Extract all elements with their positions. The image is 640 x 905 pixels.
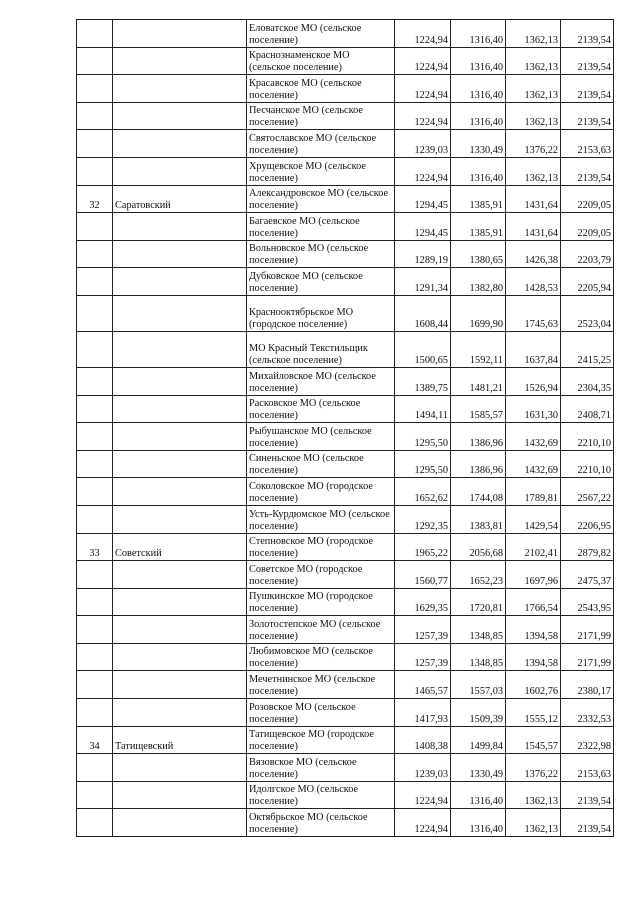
district-cell: [113, 699, 247, 727]
row-number-cell: [77, 505, 113, 533]
value-cell-4: 2523,04: [561, 295, 614, 331]
row-number-cell: [77, 561, 113, 589]
district-cell: [113, 240, 247, 268]
municipality-name-cell: Пушкинское МО (городское поселение): [247, 588, 395, 616]
district-cell: [113, 102, 247, 130]
municipality-name-cell: Михайловское МО (сельское поселение): [247, 367, 395, 395]
value-cell-2: 1383,81: [451, 505, 506, 533]
district-cell: [113, 671, 247, 699]
row-number-cell: [77, 643, 113, 671]
district-cell: [113, 295, 247, 331]
value-cell-3: 1394,58: [506, 643, 561, 671]
district-cell: [113, 561, 247, 589]
value-cell-2: 1330,49: [451, 754, 506, 782]
value-cell-1: 1289,19: [395, 240, 451, 268]
value-cell-1: 1239,03: [395, 130, 451, 158]
value-cell-1: 1560,77: [395, 561, 451, 589]
value-cell-4: 2139,54: [561, 809, 614, 837]
municipality-name-cell: Мечетнинское МО (сельское поселение): [247, 671, 395, 699]
table-row: [77, 47, 614, 75]
district-cell: [113, 395, 247, 423]
municipality-name-cell: Краснооктябрьское МО (городское поселение): [247, 295, 395, 331]
district-cell: [113, 754, 247, 782]
municipality-name-cell: Степновское МО (городское поселение): [247, 533, 395, 561]
municipality-name-cell: Соколовское МО (городское поселение): [247, 478, 395, 506]
value-cell-4: 2332,53: [561, 699, 614, 727]
value-cell-1: 1608,44: [395, 295, 451, 331]
value-cell-2: 1385,91: [451, 213, 506, 241]
row-number-cell: [77, 157, 113, 185]
district-cell: Татищевский: [113, 726, 247, 754]
value-cell-1: 1417,93: [395, 699, 451, 727]
row-number-cell: [77, 671, 113, 699]
table-row: [77, 423, 614, 451]
row-number-cell: [77, 699, 113, 727]
table-row: [77, 561, 614, 589]
value-cell-1: 1408,38: [395, 726, 451, 754]
value-cell-3: 1426,38: [506, 240, 561, 268]
value-cell-3: 1431,64: [506, 213, 561, 241]
table-row: [77, 102, 614, 130]
district-cell: [113, 20, 247, 48]
row-number-cell: [77, 20, 113, 48]
value-cell-4: 2304,35: [561, 367, 614, 395]
table-row: [77, 213, 614, 241]
value-cell-3: 1526,94: [506, 367, 561, 395]
table-row: [77, 809, 614, 837]
value-cell-4: 2171,99: [561, 643, 614, 671]
value-cell-4: 2139,54: [561, 47, 614, 75]
value-cell-1: 1224,94: [395, 75, 451, 103]
table-body: [77, 20, 614, 837]
value-cell-3: 1362,13: [506, 781, 561, 809]
row-number-cell: [77, 295, 113, 331]
table-row: [77, 395, 614, 423]
table-row: [77, 505, 614, 533]
value-cell-1: 1292,35: [395, 505, 451, 533]
value-cell-2: 1744,08: [451, 478, 506, 506]
value-cell-3: 1376,22: [506, 130, 561, 158]
value-cell-4: 2322,98: [561, 726, 614, 754]
municipality-name-cell: Усть-Курдюмское МО (сельское поселение): [247, 505, 395, 533]
value-cell-2: 1509,39: [451, 699, 506, 727]
district-cell: [113, 367, 247, 395]
value-cell-4: 2139,54: [561, 157, 614, 185]
municipality-name-cell: Расковское МО (сельское поселение): [247, 395, 395, 423]
district-cell: [113, 588, 247, 616]
table-row: [77, 367, 614, 395]
value-cell-1: 1389,75: [395, 367, 451, 395]
value-cell-4: 2153,63: [561, 754, 614, 782]
value-cell-3: 1697,96: [506, 561, 561, 589]
district-cell: [113, 331, 247, 367]
value-cell-3: 1362,13: [506, 47, 561, 75]
value-cell-3: 1789,81: [506, 478, 561, 506]
municipality-name-cell: Вязовское МО (сельское поселение): [247, 754, 395, 782]
table-row: [77, 781, 614, 809]
value-cell-2: 1316,40: [451, 20, 506, 48]
value-cell-1: 1295,50: [395, 423, 451, 451]
district-cell: [113, 809, 247, 837]
value-cell-2: 1330,49: [451, 130, 506, 158]
value-cell-3: 1631,30: [506, 395, 561, 423]
value-cell-2: 1316,40: [451, 102, 506, 130]
value-cell-1: 1257,39: [395, 643, 451, 671]
table-row: [77, 240, 614, 268]
value-cell-3: 1362,13: [506, 102, 561, 130]
value-cell-4: 2153,63: [561, 130, 614, 158]
table-row: [77, 295, 614, 331]
row-number-cell: [77, 478, 113, 506]
district-cell: [113, 130, 247, 158]
value-cell-4: 2139,54: [561, 102, 614, 130]
row-number-cell: [77, 213, 113, 241]
value-cell-4: 2209,05: [561, 185, 614, 213]
value-cell-3: 1428,53: [506, 268, 561, 296]
district-cell: Советский: [113, 533, 247, 561]
district-cell: [113, 47, 247, 75]
value-cell-1: 1652,62: [395, 478, 451, 506]
value-cell-1: 1500,65: [395, 331, 451, 367]
row-number-cell: 34: [77, 726, 113, 754]
value-cell-4: 2171,99: [561, 616, 614, 644]
value-cell-2: 1481,21: [451, 367, 506, 395]
value-cell-4: 2210,10: [561, 450, 614, 478]
municipality-name-cell: Синеньское МО (сельское поселение): [247, 450, 395, 478]
row-number-cell: [77, 268, 113, 296]
tariff-table: [76, 19, 614, 837]
municipality-name-cell: Хрущевское МО (сельское поселение): [247, 157, 395, 185]
value-cell-2: 1699,90: [451, 295, 506, 331]
table-row: [77, 185, 614, 213]
value-cell-2: 1499,84: [451, 726, 506, 754]
value-cell-3: 1602,76: [506, 671, 561, 699]
row-number-cell: [77, 130, 113, 158]
value-cell-1: 1239,03: [395, 754, 451, 782]
value-cell-4: 2475,37: [561, 561, 614, 589]
table-row: [77, 331, 614, 367]
row-number-cell: [77, 240, 113, 268]
municipality-name-cell: Александровское МО (сельское поселение): [247, 185, 395, 213]
table-row: [77, 20, 614, 48]
table-row: [77, 754, 614, 782]
value-cell-2: 1386,96: [451, 450, 506, 478]
row-number-cell: 32: [77, 185, 113, 213]
district-cell: [113, 423, 247, 451]
value-cell-4: 2415,25: [561, 331, 614, 367]
municipality-name-cell: Краснознаменское МО (сельское поселение): [247, 47, 395, 75]
value-cell-3: 1431,64: [506, 185, 561, 213]
value-cell-1: 1494,11: [395, 395, 451, 423]
value-cell-4: 2408,71: [561, 395, 614, 423]
value-cell-3: 1745,63: [506, 295, 561, 331]
value-cell-1: 1295,50: [395, 450, 451, 478]
value-cell-2: 1585,57: [451, 395, 506, 423]
municipality-name-cell: Красавское МО (сельское поселение): [247, 75, 395, 103]
municipality-name-cell: Октябрьское МО (сельское поселение): [247, 809, 395, 837]
value-cell-1: 1291,34: [395, 268, 451, 296]
value-cell-4: 2139,54: [561, 781, 614, 809]
value-cell-3: 1362,13: [506, 75, 561, 103]
value-cell-3: 2102,41: [506, 533, 561, 561]
value-cell-4: 2879,82: [561, 533, 614, 561]
value-cell-1: 1224,94: [395, 47, 451, 75]
municipality-name-cell: Дубковское МО (сельское поселение): [247, 268, 395, 296]
row-number-cell: [77, 809, 113, 837]
value-cell-3: 1376,22: [506, 754, 561, 782]
value-cell-2: 1316,40: [451, 157, 506, 185]
municipality-name-cell: Багаевское МО (сельское поселение): [247, 213, 395, 241]
table-row: [77, 450, 614, 478]
municipality-name-cell: Святославское МО (сельское поселение): [247, 130, 395, 158]
district-cell: [113, 75, 247, 103]
table-row: [77, 643, 614, 671]
row-number-cell: [77, 395, 113, 423]
row-number-cell: [77, 450, 113, 478]
district-cell: [113, 781, 247, 809]
value-cell-2: 1316,40: [451, 809, 506, 837]
row-number-cell: [77, 47, 113, 75]
value-cell-3: 1555,12: [506, 699, 561, 727]
value-cell-1: 1224,94: [395, 157, 451, 185]
value-cell-3: 1362,13: [506, 809, 561, 837]
row-number-cell: [77, 75, 113, 103]
district-cell: [113, 505, 247, 533]
table-row: [77, 699, 614, 727]
value-cell-1: 1224,94: [395, 809, 451, 837]
district-cell: Саратовский: [113, 185, 247, 213]
value-cell-3: 1766,54: [506, 588, 561, 616]
row-number-cell: [77, 781, 113, 809]
row-number-cell: [77, 588, 113, 616]
table-row: [77, 588, 614, 616]
district-cell: [113, 213, 247, 241]
value-cell-4: 2380,17: [561, 671, 614, 699]
value-cell-2: 1380,65: [451, 240, 506, 268]
value-cell-2: 1592,11: [451, 331, 506, 367]
value-cell-1: 1965,22: [395, 533, 451, 561]
value-cell-2: 1385,91: [451, 185, 506, 213]
value-cell-4: 2203,79: [561, 240, 614, 268]
table-row: [77, 157, 614, 185]
value-cell-4: 2567,22: [561, 478, 614, 506]
row-number-cell: [77, 616, 113, 644]
district-cell: [113, 268, 247, 296]
row-number-cell: 33: [77, 533, 113, 561]
district-cell: [113, 157, 247, 185]
municipality-name-cell: Идолгское МО (сельское поселение): [247, 781, 395, 809]
municipality-name-cell: МО Красный Текстильщик (сельское поселение): [247, 331, 395, 367]
row-number-cell: [77, 367, 113, 395]
value-cell-2: 1348,85: [451, 643, 506, 671]
value-cell-4: 2209,05: [561, 213, 614, 241]
table-row: [77, 268, 614, 296]
value-cell-3: 1432,69: [506, 450, 561, 478]
district-cell: [113, 450, 247, 478]
municipality-name-cell: Любимовское МО (сельское поселение): [247, 643, 395, 671]
value-cell-3: 1394,58: [506, 616, 561, 644]
value-cell-4: 2139,54: [561, 20, 614, 48]
district-cell: [113, 478, 247, 506]
value-cell-3: 1545,57: [506, 726, 561, 754]
value-cell-4: 2210,10: [561, 423, 614, 451]
row-number-cell: [77, 754, 113, 782]
value-cell-1: 1224,94: [395, 102, 451, 130]
municipality-name-cell: Советское МО (городское поселение): [247, 561, 395, 589]
value-cell-2: 1348,85: [451, 616, 506, 644]
value-cell-1: 1465,57: [395, 671, 451, 699]
value-cell-3: 1637,84: [506, 331, 561, 367]
value-cell-4: 2206,95: [561, 505, 614, 533]
value-cell-2: 1316,40: [451, 47, 506, 75]
table-row: [77, 478, 614, 506]
municipality-name-cell: Розовское МО (сельское поселение): [247, 699, 395, 727]
municipality-name-cell: Песчанское МО (сельское поселение): [247, 102, 395, 130]
value-cell-2: 1557,03: [451, 671, 506, 699]
value-cell-2: 2056,68: [451, 533, 506, 561]
value-cell-1: 1294,45: [395, 185, 451, 213]
municipality-name-cell: Татищевское МО (городское поселение): [247, 726, 395, 754]
table-row: [77, 533, 614, 561]
municipality-name-cell: Еловатское МО (сельское поселение): [247, 20, 395, 48]
value-cell-4: 2205,94: [561, 268, 614, 296]
value-cell-4: 2139,54: [561, 75, 614, 103]
value-cell-2: 1652,23: [451, 561, 506, 589]
value-cell-2: 1382,80: [451, 268, 506, 296]
value-cell-2: 1720,81: [451, 588, 506, 616]
district-cell: [113, 643, 247, 671]
municipality-name-cell: Вольновское МО (сельское поселение): [247, 240, 395, 268]
row-number-cell: [77, 102, 113, 130]
table-row: [77, 130, 614, 158]
value-cell-1: 1294,45: [395, 213, 451, 241]
value-cell-1: 1257,39: [395, 616, 451, 644]
table-row: [77, 75, 614, 103]
value-cell-1: 1224,94: [395, 20, 451, 48]
value-cell-3: 1432,69: [506, 423, 561, 451]
value-cell-4: 2543,95: [561, 588, 614, 616]
table-row: [77, 726, 614, 754]
value-cell-2: 1316,40: [451, 781, 506, 809]
value-cell-3: 1362,13: [506, 20, 561, 48]
row-number-cell: [77, 331, 113, 367]
table-row: [77, 616, 614, 644]
value-cell-2: 1316,40: [451, 75, 506, 103]
value-cell-2: 1386,96: [451, 423, 506, 451]
row-number-cell: [77, 423, 113, 451]
value-cell-1: 1224,94: [395, 781, 451, 809]
municipality-name-cell: Рыбушанское МО (сельское поселение): [247, 423, 395, 451]
table-row: [77, 671, 614, 699]
district-cell: [113, 616, 247, 644]
value-cell-3: 1429,54: [506, 505, 561, 533]
municipality-name-cell: Золотостепское МО (сельское поселение): [247, 616, 395, 644]
value-cell-3: 1362,13: [506, 157, 561, 185]
value-cell-1: 1629,35: [395, 588, 451, 616]
